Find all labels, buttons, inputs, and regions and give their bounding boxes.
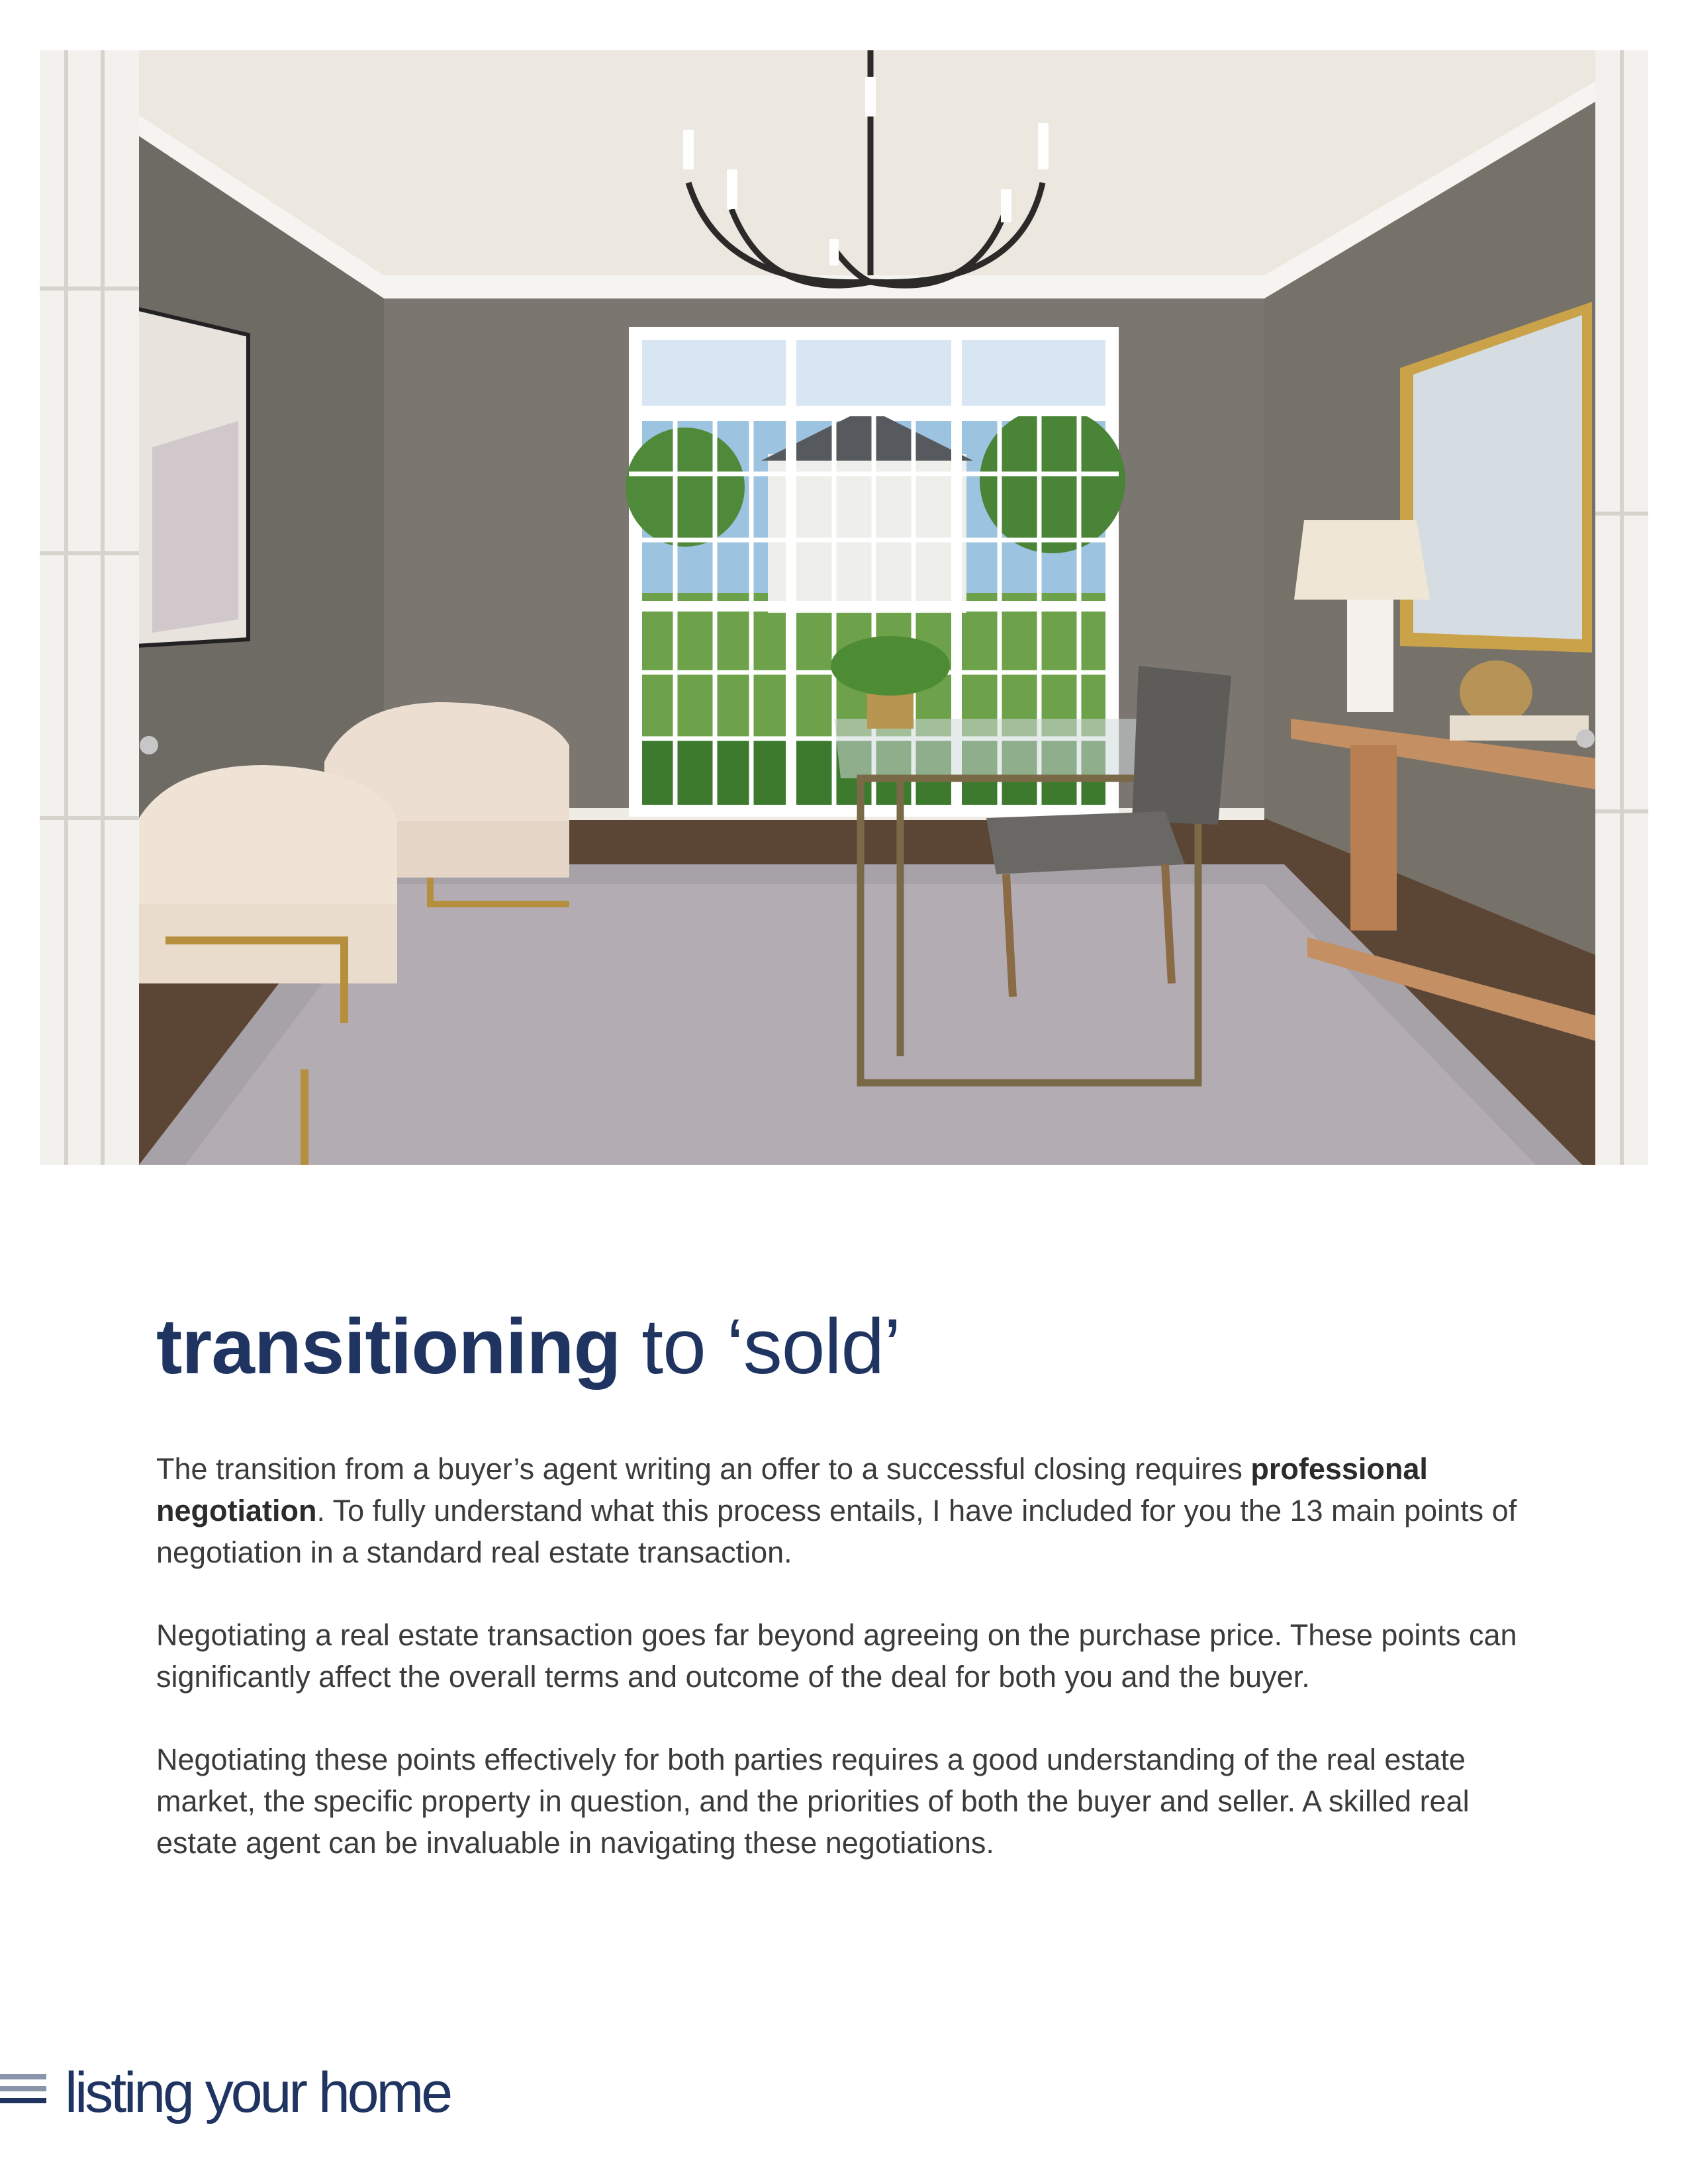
paragraph-1-post: . To fully understand what this process entails, I have included for you the 13 main points of negotiation in a standard real estate transaction.: [156, 1494, 1517, 1569]
room-photo: [40, 50, 1648, 1165]
paragraph-1-pre: The transition from a buyer’s agent writing an offer to a successful closing requires: [156, 1452, 1251, 1486]
page-title: [156, 1297, 900, 1396]
paragraph-1-emphasis: professional negotiation: [156, 1452, 1428, 1527]
footer-title: listing your home: [65, 2061, 451, 2124]
page-title-light: to ‘sold’: [620, 1303, 901, 1390]
paragraph-2: Negotiating a real estate transaction goes far beyond agreeing on the purchase price. These points can significantly affect the overall terms and outcome of the deal for both you and the buyer.: [156, 1618, 1517, 1694]
footer: [0, 2060, 596, 2126]
body-text: [156, 1448, 1553, 1905]
footer-lines-icon: [0, 2074, 46, 2110]
paragraph-3: Negotiating these points effectively for both parties requires a good understanding of the real estate market, the specific property in question, and the priorities of both the buyer and seller. A skilled real estate agent can be invaluable in navigating these negotiations.: [156, 1743, 1470, 1860]
page-title-bold: transitioning: [156, 1303, 621, 1390]
paragraph-1: [156, 1448, 1553, 1573]
